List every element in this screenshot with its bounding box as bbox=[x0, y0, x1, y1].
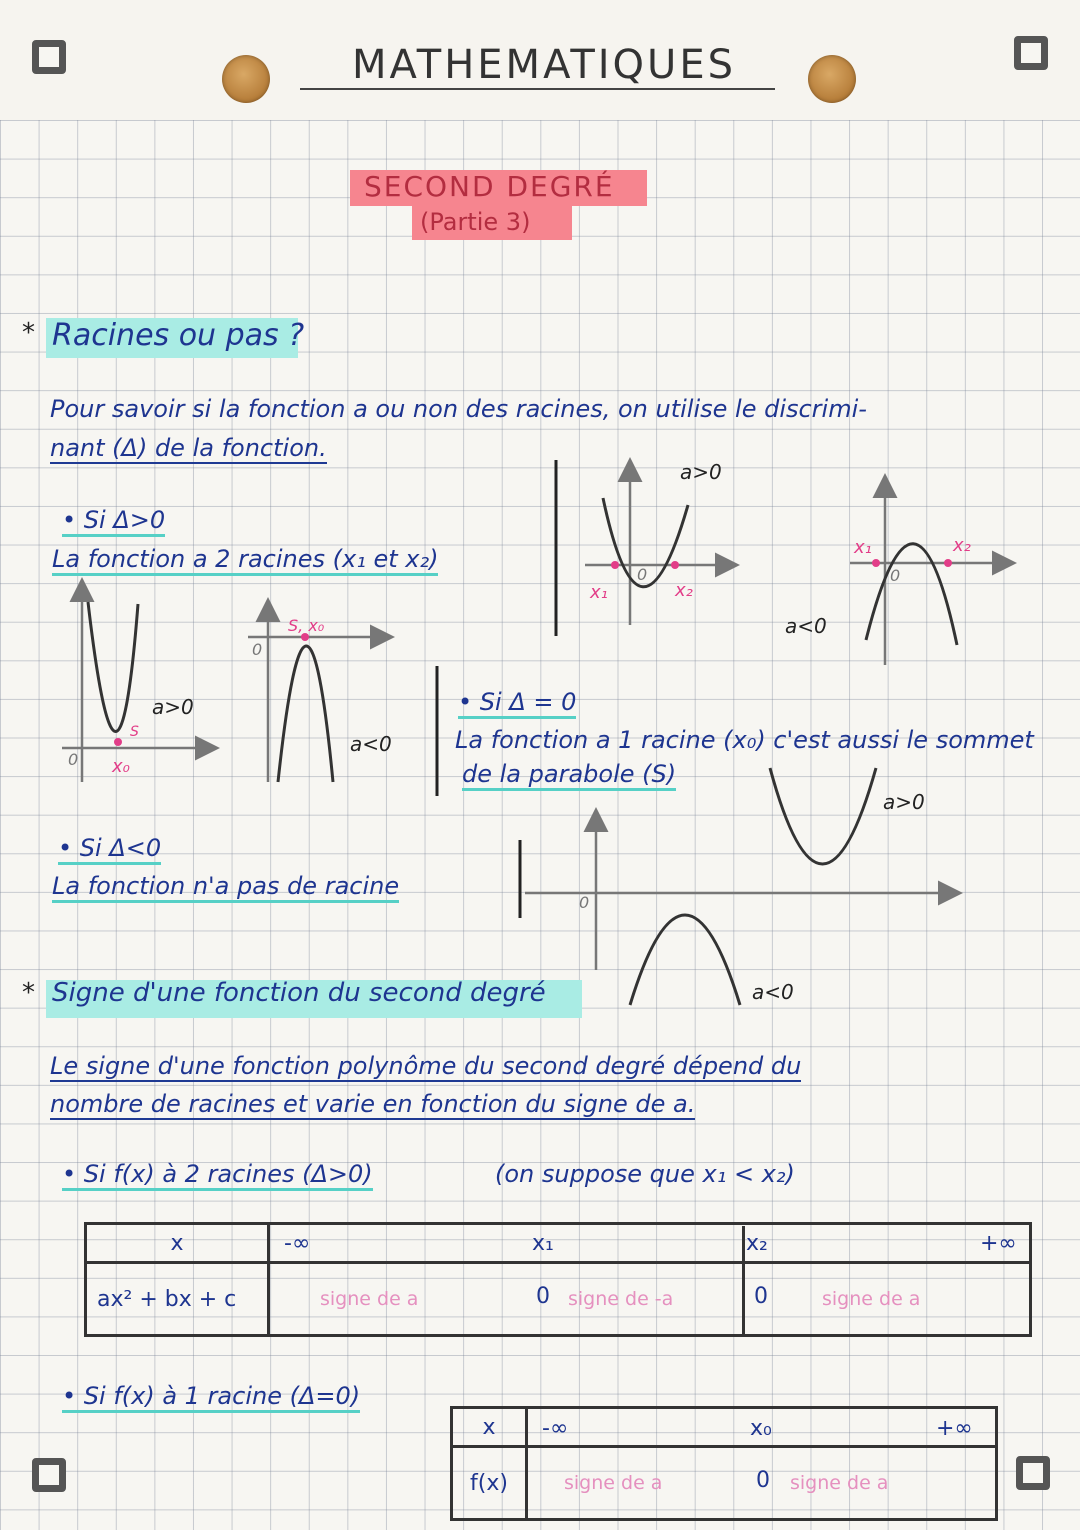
case-text: La fonction a 1 racine (x₀) c'est aussi le sommet bbox=[455, 726, 1034, 754]
table-header-cell: +∞ bbox=[936, 1416, 973, 1441]
corner-mark-icon bbox=[1016, 1456, 1050, 1490]
case-label: • Si f(x) à 1 racine (Δ=0) bbox=[62, 1382, 360, 1413]
corner-mark-icon bbox=[32, 1458, 66, 1492]
table-cell: signe de a bbox=[822, 1288, 921, 1310]
graph-label: 0 bbox=[68, 750, 79, 769]
case-label: • Si f(x) à 2 racines (Δ>0) bbox=[62, 1160, 373, 1191]
page-title: MATHEMATIQUES bbox=[352, 42, 736, 88]
parabola-a-neg bbox=[278, 646, 333, 782]
parabola-a-pos bbox=[88, 602, 138, 732]
graph-label: a<0 bbox=[785, 614, 827, 638]
root-point bbox=[671, 561, 679, 569]
sign-table-one-root bbox=[450, 1406, 998, 1521]
graph-label: a<0 bbox=[350, 732, 392, 756]
bullet-star: * bbox=[22, 978, 35, 1008]
table-cell: 0 bbox=[756, 1468, 770, 1493]
graph-label: a>0 bbox=[883, 790, 925, 814]
case-label: • Si Δ<0 bbox=[58, 834, 161, 865]
table-header-cell: x₂ bbox=[746, 1231, 768, 1256]
table-cell: signe de a bbox=[320, 1288, 419, 1310]
intro-text: Le signe d'une fonction polynôme du second degré dépend du bbox=[50, 1052, 802, 1080]
table-row-label: f(x) bbox=[452, 1447, 527, 1520]
root-point bbox=[611, 561, 619, 569]
case-label: • Si Δ>0 bbox=[62, 506, 165, 537]
table-header-cell: x₀ bbox=[750, 1416, 772, 1441]
parabola-a-neg bbox=[630, 915, 740, 1005]
table-header-cell: -∞ bbox=[284, 1231, 311, 1256]
table-cell: 0 bbox=[536, 1284, 550, 1309]
graph-label: a<0 bbox=[752, 980, 794, 1004]
graph-label: S bbox=[130, 724, 139, 740]
graph-label: S, x₀ bbox=[288, 616, 325, 635]
sheet-subtitle: (Partie 3) bbox=[420, 208, 531, 236]
table-cell: signe de -a bbox=[568, 1288, 674, 1310]
case-note: (on suppose que x₁ < x₂) bbox=[495, 1160, 795, 1188]
root-point bbox=[872, 559, 880, 567]
sheet-title: SECOND DEGRÉ bbox=[364, 170, 615, 203]
sign-table-two-roots bbox=[84, 1222, 1032, 1337]
intro-text: Pour savoir si la fonction a ou non des racines, on utilise le discrimi- bbox=[50, 395, 867, 423]
section-heading: Signe d'une fonction du second degré bbox=[52, 978, 546, 1008]
case-text: de la parabole (S) bbox=[462, 760, 676, 791]
graph-label: a>0 bbox=[152, 695, 194, 719]
case-text: La fonction n'a pas de racine bbox=[52, 872, 399, 903]
graph-label: x₁ bbox=[854, 537, 872, 558]
table-row-label: ax² + bx + c bbox=[86, 1263, 269, 1336]
table-header-cell: x₁ bbox=[532, 1231, 554, 1256]
table-cell: signe de a bbox=[564, 1472, 663, 1494]
graph-label: 0 bbox=[890, 566, 901, 585]
graph-label: 0 bbox=[579, 893, 590, 912]
intro-text: nombre de racines et varie en fonction du signe de a. bbox=[50, 1090, 696, 1118]
table-header-cell: x bbox=[86, 1224, 269, 1263]
root-point bbox=[944, 559, 952, 567]
root-point bbox=[114, 738, 122, 746]
graph-label: x₀ bbox=[112, 756, 130, 777]
table-header-cell: -∞ bbox=[542, 1416, 569, 1441]
bullet-star: * bbox=[22, 318, 35, 348]
graph-label: 0 bbox=[637, 565, 648, 584]
graph-label: a>0 bbox=[680, 460, 722, 484]
case-text: La fonction a 2 racines (x₁ et x₂) bbox=[52, 545, 438, 576]
parabola-a-neg bbox=[866, 544, 957, 645]
parabola-a-pos bbox=[770, 768, 876, 864]
graph-label: x₂ bbox=[675, 580, 693, 601]
table-cell: 0 bbox=[754, 1284, 768, 1309]
table-header-cell: x bbox=[452, 1408, 527, 1447]
case-label: • Si Δ = 0 bbox=[458, 688, 576, 719]
graph-label: x₂ bbox=[953, 535, 971, 556]
table-header-cell: +∞ bbox=[980, 1231, 1017, 1256]
graph-label: x₁ bbox=[590, 582, 608, 603]
table-cell: signe de a bbox=[790, 1472, 889, 1494]
intro-text: nant (Δ) de la fonction. bbox=[50, 434, 327, 462]
graph-label: 0 bbox=[252, 640, 263, 659]
section-heading: Racines ou pas ? bbox=[52, 318, 305, 353]
